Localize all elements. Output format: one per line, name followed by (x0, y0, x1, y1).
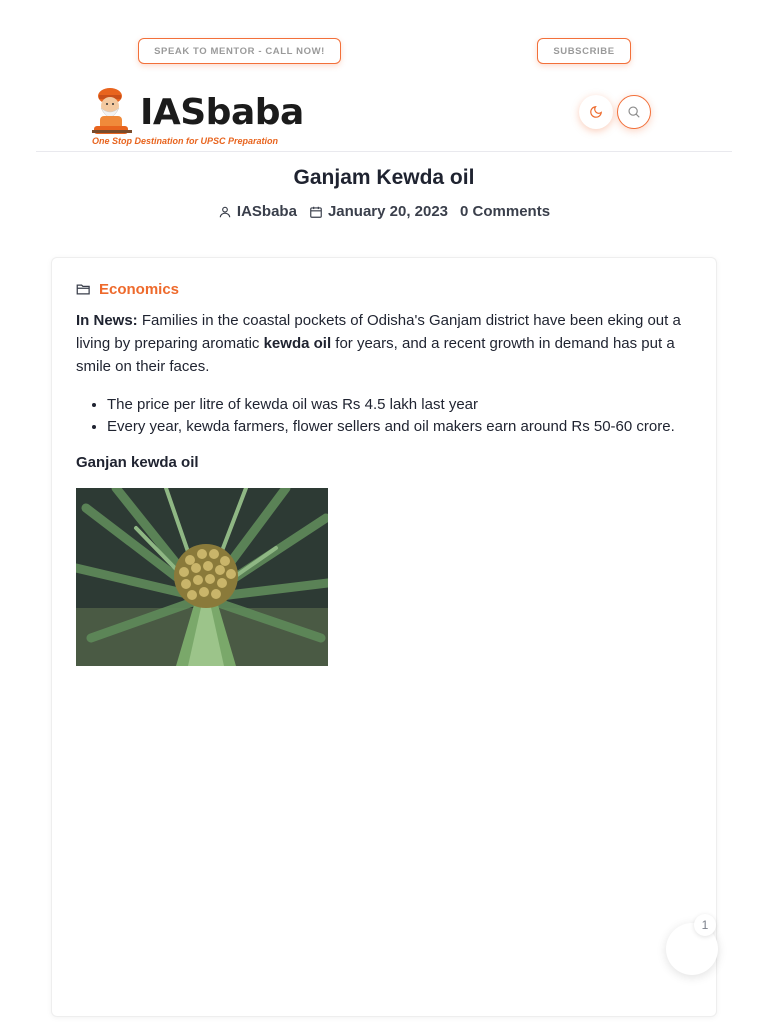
search-icon (627, 105, 641, 119)
intro-text-2: for years, and a recent growth in demand has put a smile on their faces. (76, 335, 675, 375)
notification-badge: 1 (694, 914, 716, 936)
post-date: January 20, 2023 (327, 203, 449, 220)
list-item: • Every year, kewda farmers, flower sellers and oil makers earn around Rs 50-60 crore. (107, 416, 737, 438)
article-meta (0, 203, 768, 220)
speak-to-mentor-button[interactable]: SPEAK TO MENTOR - CALL NOW! (138, 38, 341, 64)
logo-wordmark: IASbaba (140, 92, 304, 133)
mascot-logo-icon (90, 82, 142, 138)
moon-icon (589, 105, 603, 119)
intro-text-1: Families in the coastal pockets of Odisha's Ganjam district have been eking out a living by preparing aromatic (76, 312, 681, 352)
user-icon (218, 205, 232, 219)
calendar-icon (309, 205, 323, 219)
article-card (51, 257, 717, 1017)
author-link[interactable]: IASbaba (236, 203, 297, 220)
section-heading: Ganjan kewda oil (76, 454, 199, 471)
logo-tagline: One Stop Destination for UPSC Preparation (92, 136, 279, 146)
category-link[interactable] (76, 281, 179, 298)
intro-paragraph (76, 309, 700, 378)
dark-mode-toggle[interactable] (579, 95, 613, 129)
comments-link[interactable]: 0 Comments (460, 203, 551, 220)
intro-label: In News: (76, 312, 138, 329)
intro-bold: kewda oil (263, 335, 332, 352)
bullet-list (76, 394, 737, 438)
list-item: • The price per litre of kewda oil was Rs 4.5 lakh last year (107, 394, 737, 416)
kewda-plant-image (76, 488, 328, 666)
search-button[interactable] (617, 95, 651, 129)
folder-icon (76, 283, 91, 296)
header-divider (36, 151, 732, 152)
category-label: Economics (99, 281, 180, 298)
site-logo[interactable] (90, 82, 304, 148)
article-title: Ganjam Kewda oil (293, 166, 475, 189)
subscribe-button[interactable]: SUBSCRIBE (537, 38, 631, 64)
